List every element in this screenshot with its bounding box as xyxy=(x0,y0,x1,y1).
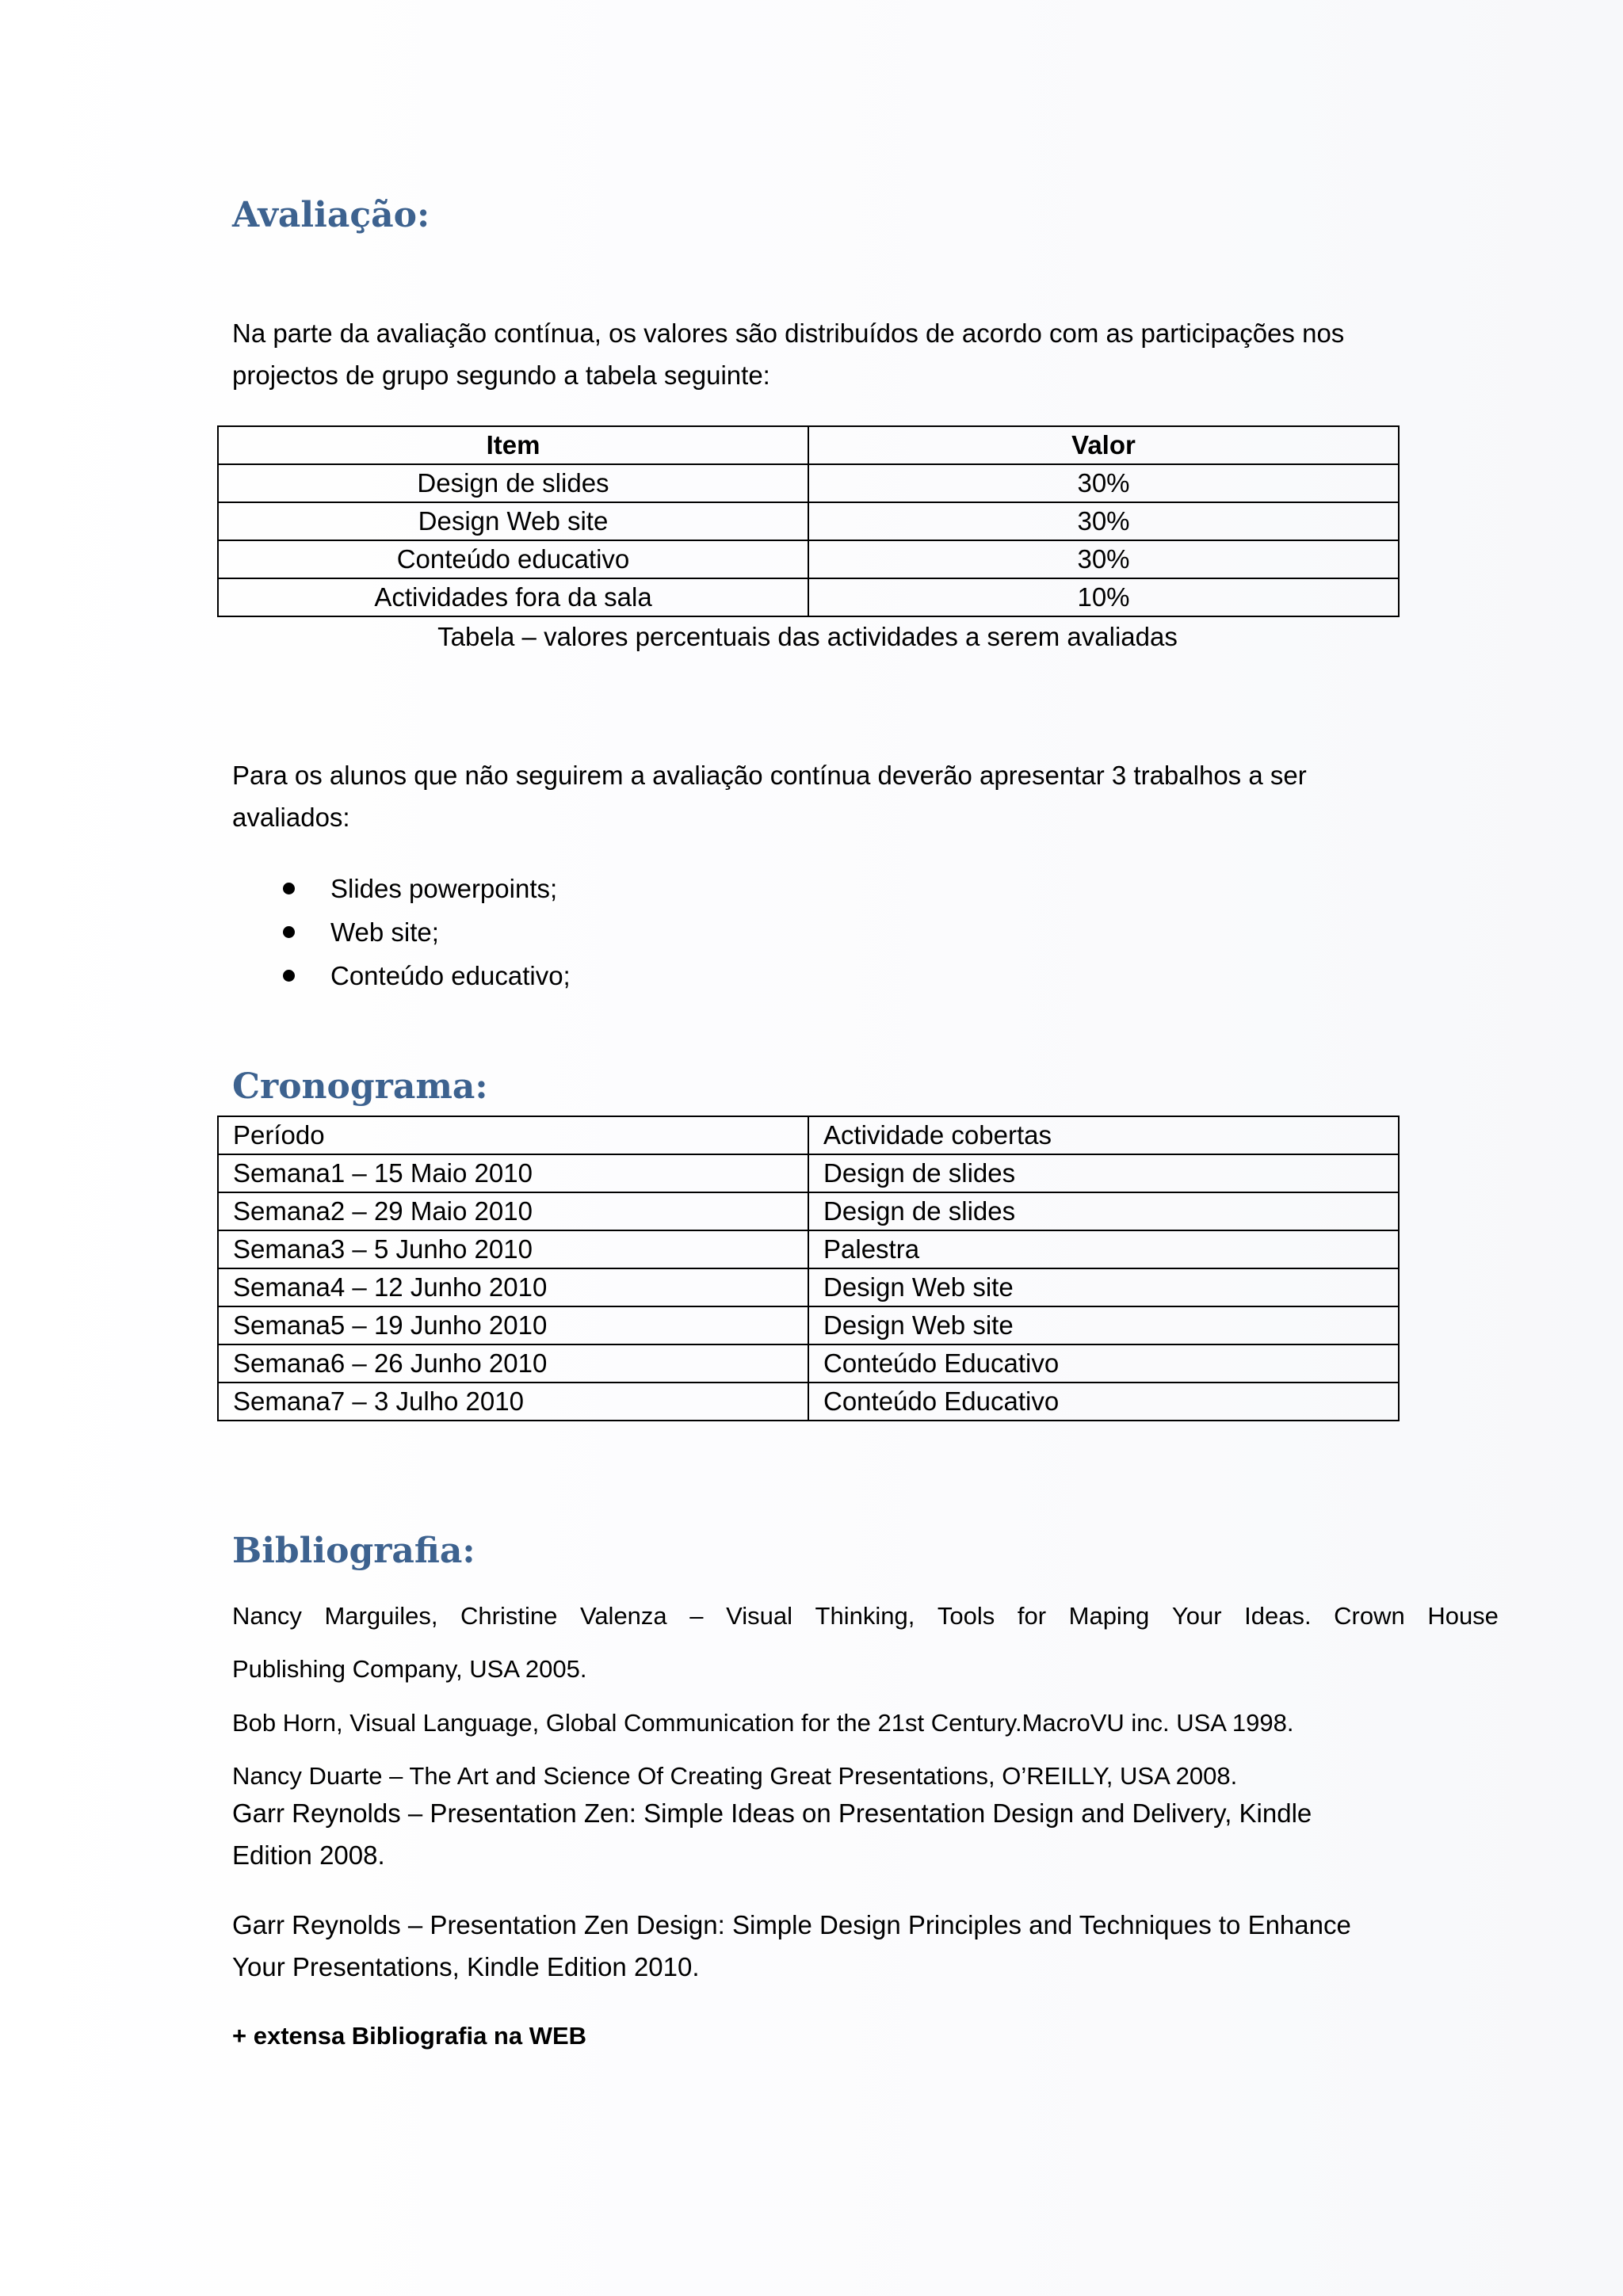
table-row xyxy=(218,1154,1399,1192)
table-row xyxy=(218,578,1399,616)
schedule-header-actividade: Actividade cobertas xyxy=(808,1116,1399,1154)
bib-ref-1-word: Visual xyxy=(726,1602,792,1630)
bibliografia-heading: Bibliografia: xyxy=(232,1531,475,1571)
table-row xyxy=(218,1230,1399,1268)
bullet-icon xyxy=(283,883,295,894)
schedule-cell-actividade: Design de slides xyxy=(808,1154,1399,1192)
schedule-cell-actividade: Conteúdo Educativo xyxy=(808,1383,1399,1421)
bib-ref-1-word: Marguiles, xyxy=(324,1602,438,1630)
schedule-header-periodo: Período xyxy=(218,1116,808,1154)
bib-ref-5-line-1: Garr Reynolds – Presentation Zen Design: Simple Design Principles and Techniques to Enhance xyxy=(232,1910,1351,1939)
table-row xyxy=(218,1383,1399,1421)
values-cell-item: Design Web site xyxy=(218,502,808,540)
values-cell-valor: 30% xyxy=(808,502,1399,540)
bib-ref-1-word: Nancy xyxy=(232,1602,302,1630)
bullet-icon xyxy=(283,970,295,982)
bib-more-note: + extensa Bibliografia na WEB xyxy=(232,2022,587,2050)
values-header-item: Item xyxy=(218,426,808,464)
values-header-valor: Valor xyxy=(808,426,1399,464)
table-row xyxy=(218,1344,1399,1383)
schedule-cell-periodo: Semana7 – 3 Julho 2010 xyxy=(218,1383,808,1421)
list-item xyxy=(232,910,571,954)
bib-ref-1-word: Your xyxy=(1171,1602,1222,1630)
intro-line-2: projectos de grupo segundo a tabela seguinte: xyxy=(232,360,770,390)
non-continuous-paragraph xyxy=(232,754,1307,838)
values-cell-valor: 10% xyxy=(808,578,1399,616)
schedule-cell-periodo: Semana6 – 26 Junho 2010 xyxy=(218,1344,808,1383)
schedule-cell-periodo: Semana4 – 12 Junho 2010 xyxy=(218,1268,808,1306)
table-row xyxy=(218,1268,1399,1306)
values-table xyxy=(217,425,1400,617)
table-row xyxy=(218,464,1399,502)
bib-ref-1-word: Thinking, xyxy=(815,1602,915,1630)
bib-ref-4-line-1: Garr Reynolds – Presentation Zen: Simple Ideas on Presentation Design and Delivery, Kindle xyxy=(232,1798,1312,1828)
values-cell-item: Design de slides xyxy=(218,464,808,502)
bib-ref-1-word: Maping xyxy=(1068,1602,1150,1630)
list-item-label: Web site; xyxy=(330,917,439,947)
bib-ref-4 xyxy=(232,1792,1312,1876)
bib-ref-1-word: Tools xyxy=(937,1602,995,1630)
bib-ref-3: Nancy Duarte – The Art and Science Of Creating Great Presentations, O’REILLY, USA 2008. xyxy=(232,1762,1238,1790)
bib-ref-5-line-2: Your Presentations, Kindle Edition 2010. xyxy=(232,1952,700,1981)
assignments-list xyxy=(232,867,571,997)
cronograma-heading: Cronograma: xyxy=(232,1066,488,1107)
list-item-label: Slides powerpoints; xyxy=(330,874,558,903)
bib-ref-2: Bob Horn, Visual Language, Global Communication for the 21st Century.MacroVU inc. USA 1998. xyxy=(232,1709,1294,1737)
values-cell-valor: 30% xyxy=(808,540,1399,578)
bib-ref-1-word: for xyxy=(1017,1602,1047,1630)
table-row xyxy=(218,1192,1399,1230)
intro-line-1: Na parte da avaliação contínua, os valores são distribuídos de acordo com as participações nos xyxy=(232,318,1345,348)
values-cell-item: Actividades fora da sala xyxy=(218,578,808,616)
bib-ref-1-word: House xyxy=(1427,1602,1499,1630)
bib-ref-5 xyxy=(232,1904,1351,1988)
bib-ref-1-word: Valenza xyxy=(579,1602,667,1630)
list-item xyxy=(232,954,571,997)
table-row xyxy=(218,1306,1399,1344)
non-continuous-line-1: Para os alunos que não seguirem a avaliação contínua deverão apresentar 3 trabalhos a ser xyxy=(232,761,1307,790)
schedule-cell-periodo: Semana2 – 29 Maio 2010 xyxy=(218,1192,808,1230)
non-continuous-line-2: avaliados: xyxy=(232,803,350,832)
bullet-icon xyxy=(283,926,295,938)
values-table-header-row xyxy=(218,426,1399,464)
schedule-cell-periodo: Semana3 – 5 Junho 2010 xyxy=(218,1230,808,1268)
schedule-cell-periodo: Semana1 – 15 Maio 2010 xyxy=(218,1154,808,1192)
intro-paragraph xyxy=(232,312,1344,396)
schedule-table-header-row xyxy=(218,1116,1399,1154)
bib-ref-1-line-1 xyxy=(232,1600,1499,1632)
table-row xyxy=(218,540,1399,578)
schedule-cell-actividade: Design Web site xyxy=(808,1268,1399,1306)
values-table-caption: Tabela – valores percentuais das actividades a serem avaliadas xyxy=(437,622,1178,651)
bib-ref-1-word: – xyxy=(689,1602,704,1630)
bib-ref-4-line-2: Edition 2008. xyxy=(232,1840,385,1870)
table-row xyxy=(218,502,1399,540)
list-item xyxy=(232,867,571,910)
schedule-cell-actividade: Conteúdo Educativo xyxy=(808,1344,1399,1383)
values-cell-valor: 30% xyxy=(808,464,1399,502)
list-item-label: Conteúdo educativo; xyxy=(330,961,571,990)
bib-ref-1-line-2: Publishing Company, USA 2005. xyxy=(232,1655,587,1683)
schedule-cell-actividade: Design de slides xyxy=(808,1192,1399,1230)
avaliacao-heading: Avaliação: xyxy=(232,195,430,235)
schedule-cell-actividade: Palestra xyxy=(808,1230,1399,1268)
schedule-table xyxy=(217,1116,1400,1421)
schedule-cell-periodo: Semana5 – 19 Junho 2010 xyxy=(218,1306,808,1344)
values-cell-item: Conteúdo educativo xyxy=(218,540,808,578)
bib-ref-1-word: Christine xyxy=(460,1602,558,1630)
schedule-cell-actividade: Design Web site xyxy=(808,1306,1399,1344)
bib-ref-1-word: Ideas. xyxy=(1244,1602,1312,1630)
bib-ref-1-word: Crown xyxy=(1334,1602,1405,1630)
